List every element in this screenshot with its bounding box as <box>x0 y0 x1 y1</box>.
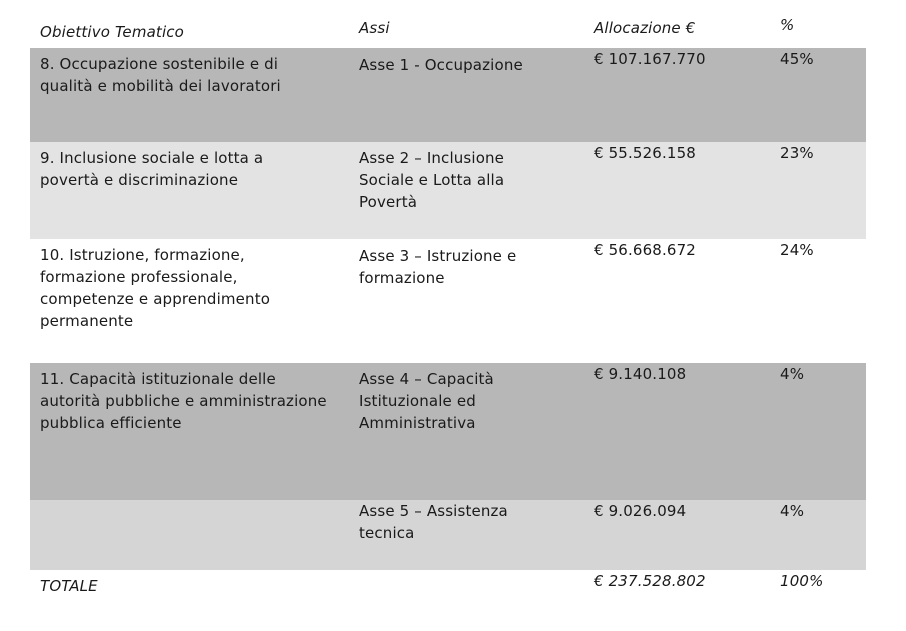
table-row <box>30 500 866 570</box>
cell-obiettivo: 8. Occupazione sostenibile e di qualità e mobilità dei lavoratori <box>40 55 281 95</box>
total-row <box>30 570 866 610</box>
table-header-row <box>30 0 866 48</box>
cell-asse: Asse 5 – Assistenza tecnica <box>359 502 508 542</box>
header-percent: % <box>780 16 795 34</box>
header-obiettivo: Obiettivo Tematico <box>40 23 184 41</box>
table-row <box>30 363 866 500</box>
table-row <box>30 239 866 363</box>
table-row <box>30 48 866 142</box>
cell-allocazione: € 56.668.672 <box>594 241 696 259</box>
total-percent: 100% <box>780 572 824 590</box>
cell-percent: 24% <box>780 241 814 259</box>
cell-asse: Asse 2 – Inclusione Sociale e Lotta alla Povertà <box>359 149 505 211</box>
allocation-table <box>30 0 866 610</box>
cell-percent: 4% <box>780 365 805 383</box>
header-assi: Assi <box>359 19 390 37</box>
total-label: TOTALE <box>40 577 98 595</box>
cell-percent: 45% <box>780 50 814 68</box>
cell-allocazione: € 9.026.094 <box>594 502 687 520</box>
total-allocazione: € 237.528.802 <box>594 572 706 590</box>
table-row <box>30 142 866 239</box>
cell-allocazione: € 55.526.158 <box>594 144 696 162</box>
cell-obiettivo: 11. Capacità istituzionale delle autorità pubbliche e amministrazione pubblica efficiente <box>40 370 327 432</box>
cell-percent: 4% <box>780 502 805 520</box>
cell-allocazione: € 9.140.108 <box>594 365 687 383</box>
cell-asse: Asse 3 – Istruzione e formazione <box>359 247 517 287</box>
cell-asse: Asse 4 – Capacità Istituzionale ed Amministrativa <box>359 370 494 432</box>
cell-allocazione: € 107.167.770 <box>594 50 706 68</box>
cell-obiettivo: 9. Inclusione sociale e lotta a povertà e discriminazione <box>40 149 264 189</box>
cell-obiettivo: 10. Istruzione, formazione, formazione professionale, competenze e apprendimento permanente <box>40 246 271 330</box>
cell-asse: Asse 1 - Occupazione <box>359 56 523 74</box>
cell-percent: 23% <box>780 144 814 162</box>
header-allocazione: Allocazione € <box>594 19 696 37</box>
